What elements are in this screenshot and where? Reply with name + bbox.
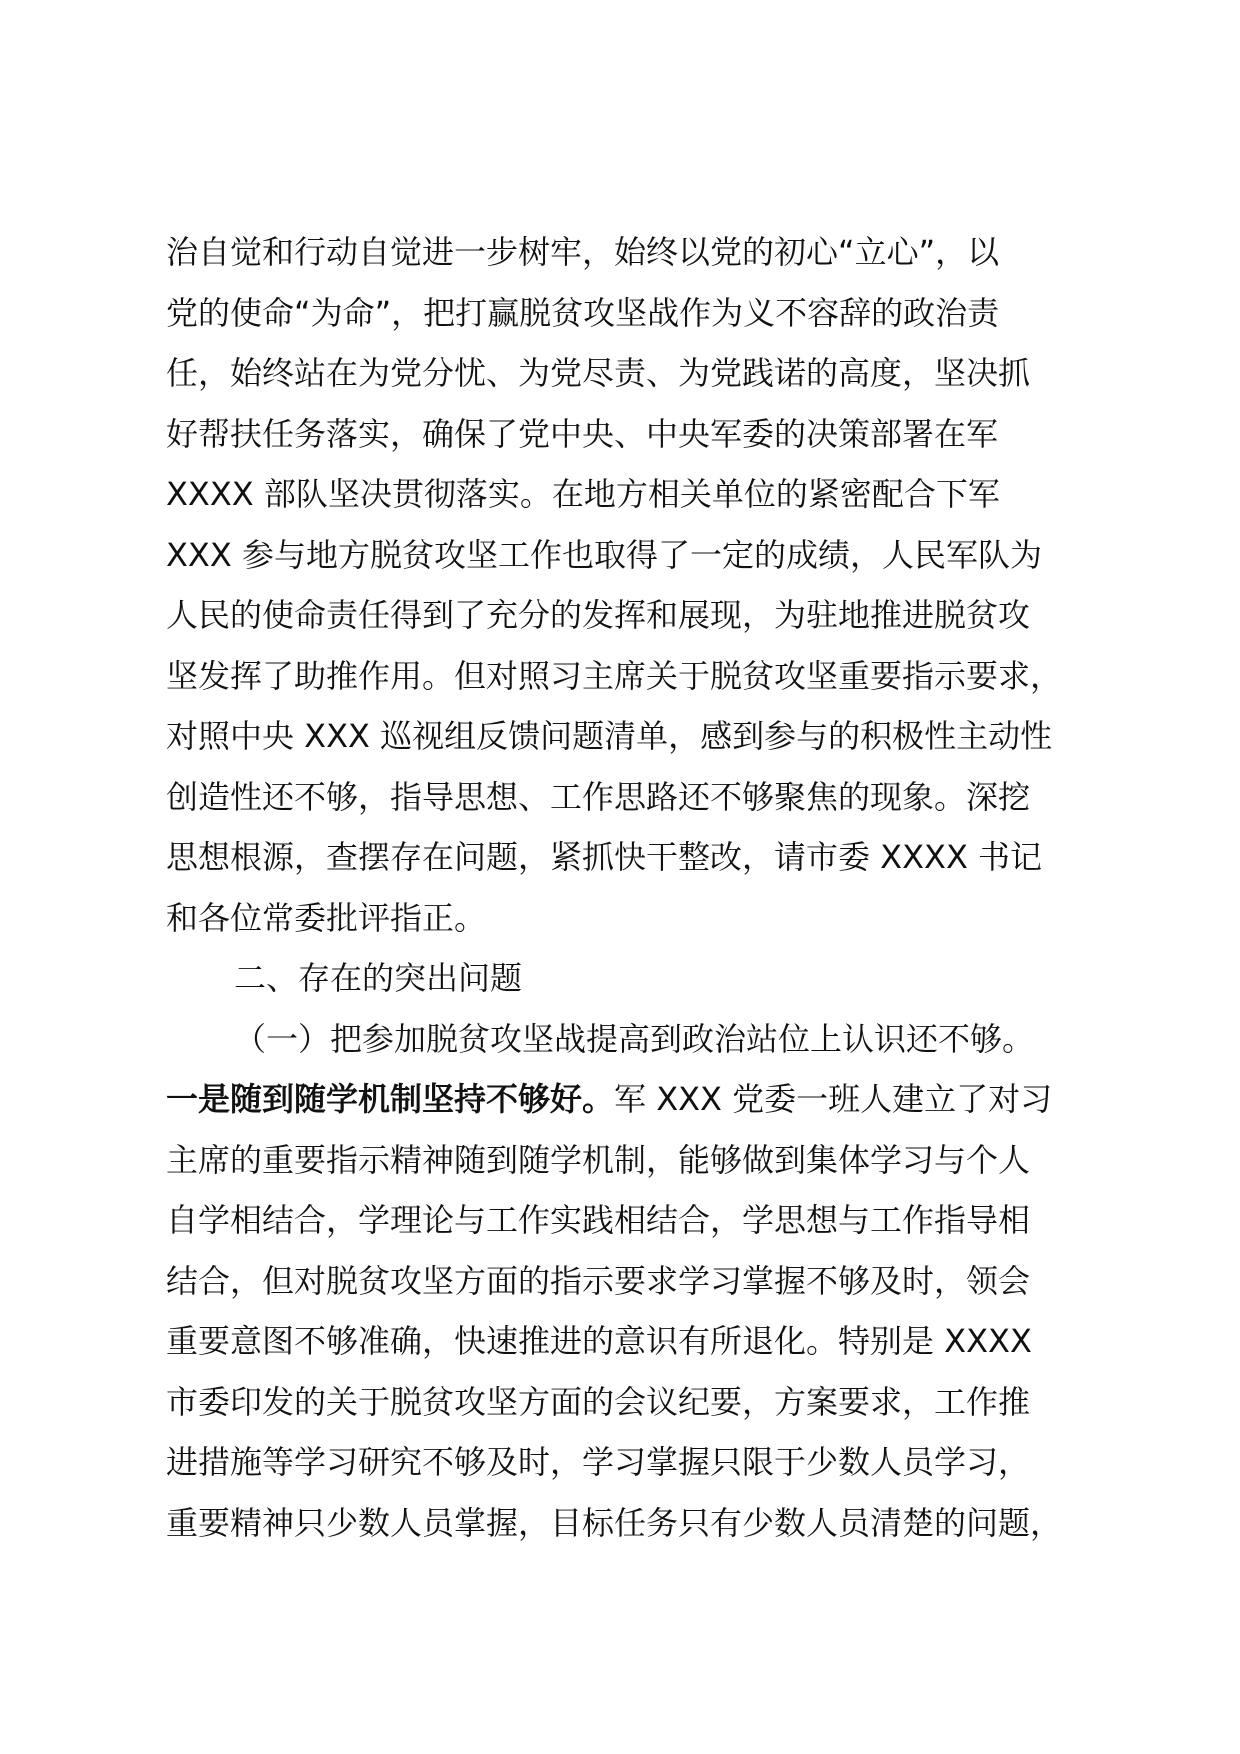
paragraph-line: 重要精神只少数人员掌握，目标任务只有少数人员清楚的问题， xyxy=(166,1503,1063,1542)
paragraph-line: 思想根源，查摆存在问题，紧抓快干整改，请市委 XXXX 书记 xyxy=(166,838,1043,876)
paragraph-line: 创造性还不够，指导思想、工作思路还不够聚焦的现象。深挖 xyxy=(166,777,1031,816)
paragraph-line: 主席的重要指示精神随到随学机制，能够做到集体学习与个人 xyxy=(166,1140,1031,1179)
section-heading: 二、存在的突出问题 xyxy=(234,959,523,997)
point-text: 军 XXX 党委一班人建立了对习 xyxy=(614,1080,1053,1118)
paragraph-line: 坚发挥了助推作用。但对照习主席关于脱贫攻坚重要指示要求， xyxy=(166,656,1063,695)
document-body xyxy=(166,222,1096,1553)
paragraph-line: 自学相结合，学理论与工作实践相结合，学思想与工作指导相 xyxy=(166,1201,1031,1239)
point-title: 一是随到随学机制坚持不够好。 xyxy=(166,1080,615,1118)
paragraph-line: 好帮扶任务落实，确保了党中央、中央军委的决策部署在军 xyxy=(166,414,999,453)
paragraph-line: 和各位常委批评指正。 xyxy=(166,898,487,937)
paragraph-line: 重要意图不够准确，快速推进的意识有所退化。特别是 XXXX xyxy=(166,1322,1032,1360)
paragraph-line: 党的使命“为命”，把打赢脱贫攻坚战作为义不容辞的政治责 xyxy=(166,293,1000,332)
paragraph-line: XXX 参与地方脱贫攻坚工作也取得了一定的成绩，人民军队为 xyxy=(166,535,1042,574)
paragraph-line: 任，始终站在为党分忧、为党尽责、为党践诺的高度，坚决抓 xyxy=(166,354,1031,392)
paragraph-line: 人民的使命责任得到了充分的发挥和展现，为驻地推进脱贫攻 xyxy=(166,596,1031,634)
paragraph-line: XXXX 部队坚决贯彻落实。在地方相关单位的紧密配合下军 xyxy=(166,475,1000,513)
paragraph-line: 结合，但对脱贫攻坚方面的指示要求学习掌握不够及时，领会 xyxy=(166,1261,1031,1300)
paragraph-line: 治自觉和行动自觉进一步树牢，始终以党的初心“立心”，以 xyxy=(166,233,1000,271)
paragraph-line: 进措施等学习研究不够及时，学习掌握只限于少数人员学习， xyxy=(166,1443,1031,1481)
point-first-line xyxy=(166,1069,1096,1130)
paragraph-line: 对照中央 XXX 巡视组反馈问题清单，感到参与的积极性主动性 xyxy=(166,717,1053,755)
paragraph-line: 市委印发的关于脱贫攻坚方面的会议纪要，方案要求，工作推 xyxy=(166,1382,1031,1421)
subsection-heading: （一）把参加脱贫攻坚战提高到政治站位上认识还不够。 xyxy=(234,1019,1035,1058)
